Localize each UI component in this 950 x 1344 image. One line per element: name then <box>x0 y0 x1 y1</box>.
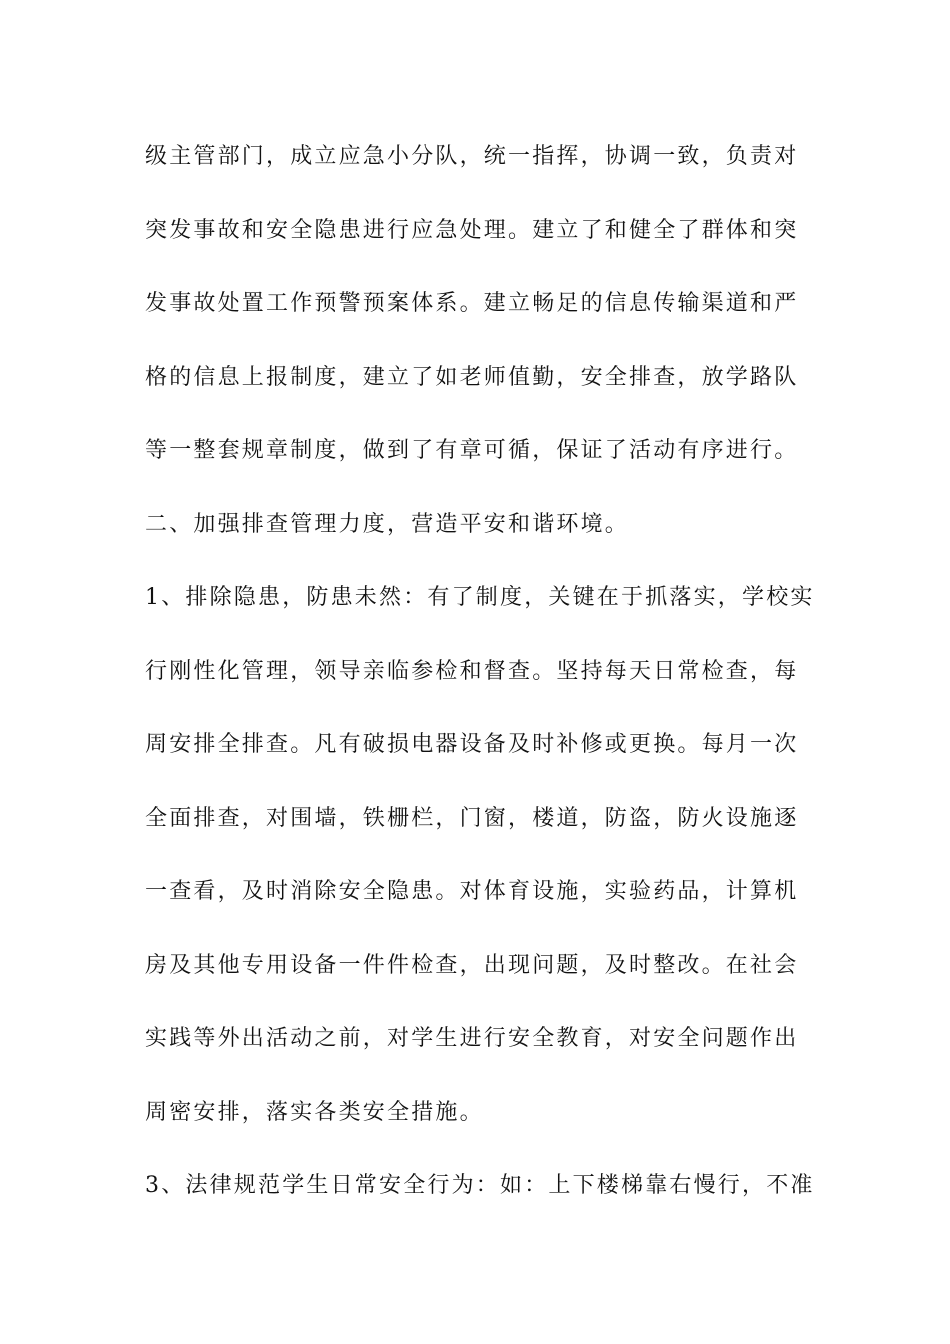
text-line-14: 周密安排，落实各类安全措施。 <box>145 1099 484 1125</box>
text-line-12: 房及其他专用设备一件件检查，出现问题，及时整改。在社会 <box>145 952 799 978</box>
text-line-13: 实践等外出活动之前，对学生进行安全教育，对安全问题作出 <box>145 1026 799 1051</box>
text-line-11: 一查看，及时消除安全隐患。对体育设施，实验药品，计算机 <box>145 879 799 904</box>
text-line-7: 1、排除隐患，防患未然：有了制度，关键在于抓落实，学校实 <box>145 585 815 610</box>
text-line-15: 3、法律规范学生日常安全行为：如：上下楼梯靠右慢行，不准 <box>145 1173 815 1198</box>
text-line-4: 格的信息上报制度，建立了如老师值勤，安全排查，放学路队 <box>145 364 799 390</box>
text-line-8: 行刚性化管理，领导亲临参检和督查。坚持每天日常检查，每 <box>145 658 799 684</box>
text-line-3: 发事故处置工作预警预案体系。建立畅足的信息传输渠道和严 <box>145 291 799 316</box>
text-line-9: 周安排全排查。凡有破损电器设备及时补修或更换。每月一次 <box>145 732 799 757</box>
document-body <box>145 132 815 1235</box>
text-line-5: 等一整套规章制度，做到了有章可循，保证了活动有序进行。 <box>145 438 799 463</box>
text-line-1: 级主管部门，成立应急小分队，统一指挥，协调一致，负责对 <box>145 144 799 169</box>
text-line-2: 突发事故和安全隐患进行应急处理。建立了和健全了群体和突 <box>145 217 799 243</box>
section-heading: 二、加强排查管理力度，营造平安和谐环境。 <box>145 511 630 537</box>
text-line-10: 全面排查，对围墙，铁栅栏，门窗，楼道，防盗，防火设施逐 <box>145 805 799 831</box>
